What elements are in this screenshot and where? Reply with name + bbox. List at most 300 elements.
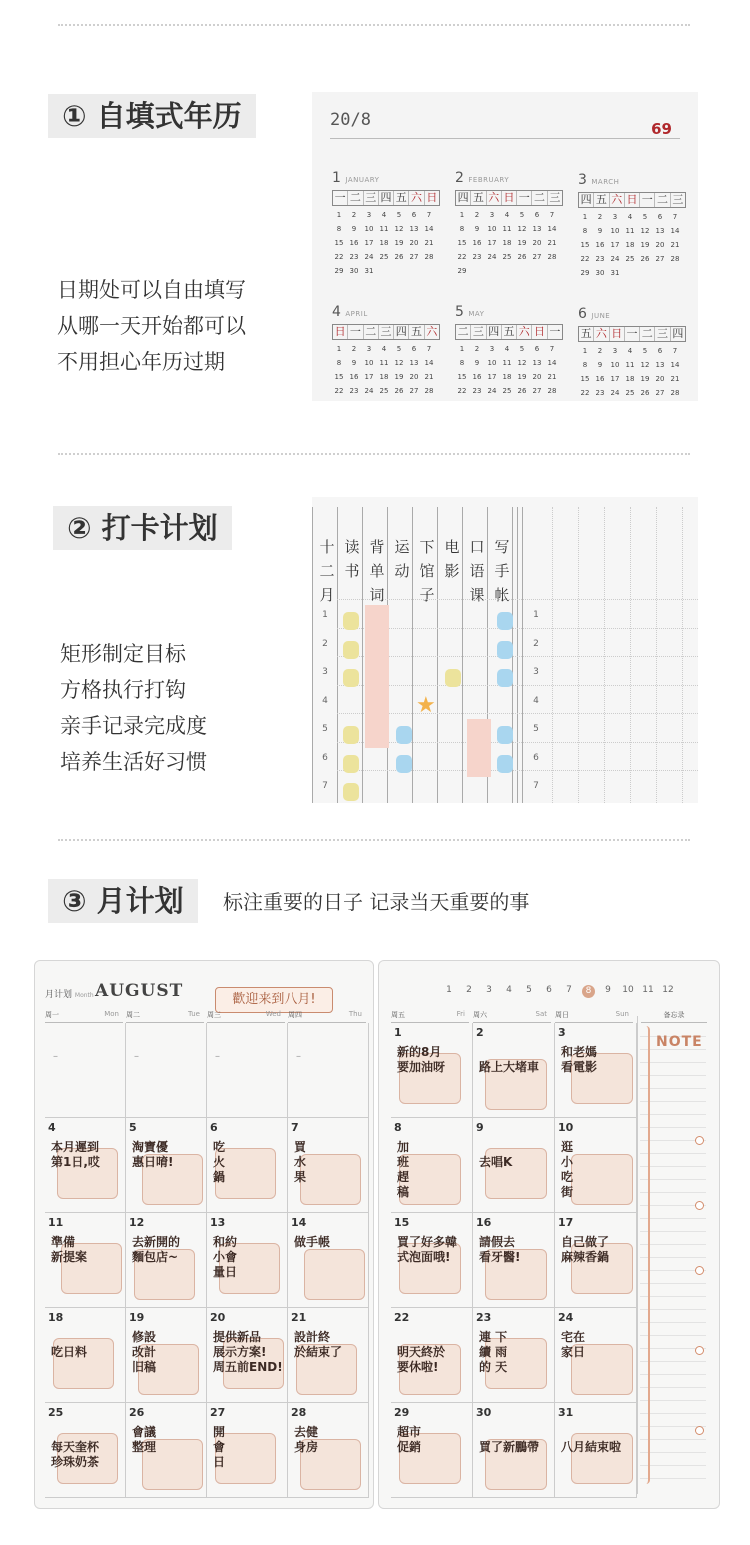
calendar-day: 1 [459, 211, 465, 219]
calendar-day: 18 [625, 241, 635, 249]
day-header [126, 1010, 204, 1023]
calendar-day: 12 [517, 359, 527, 367]
day-number: 7 [291, 1121, 299, 1134]
calendar-weekday: 四 [672, 327, 684, 340]
calendar-weekday: 一 [640, 193, 655, 207]
tracker-column-header [490, 535, 514, 607]
day-cell [126, 1308, 207, 1403]
day-cell [555, 1403, 637, 1498]
day-cell [45, 1403, 126, 1498]
calendar-day: 9 [351, 225, 357, 233]
calendar-weekday: 日 [532, 325, 547, 339]
day-number: 27 [210, 1406, 226, 1419]
check-dot [497, 641, 513, 659]
day-cell [555, 1023, 637, 1118]
calendar-day: 10 [610, 227, 620, 235]
calendar-day: 2 [474, 345, 480, 353]
day-cell [288, 1308, 369, 1403]
calendar-weekday: 二 [640, 327, 655, 341]
day-header-en: Wed [265, 1010, 281, 1018]
calendar-month-name: MAY [468, 310, 485, 318]
calendar-day: 26 [640, 389, 650, 397]
day-header-en: Mon [104, 1010, 119, 1018]
calendar-weekday: 五 [594, 193, 609, 207]
calendar-day: 21 [670, 375, 680, 383]
calendar-month-number: 1 [332, 170, 341, 186]
calendar-day: 12 [394, 225, 404, 233]
calendar-day: 4 [381, 211, 387, 219]
day-cell [207, 1118, 288, 1213]
day-cell [45, 1308, 126, 1403]
calendar-weekday-row [455, 324, 563, 340]
calendar-day: 22 [580, 255, 590, 263]
day-number: 20 [210, 1311, 226, 1324]
habit-tracker-photo [312, 497, 698, 803]
calendar-day: 20 [409, 239, 419, 247]
calendar-day: 21 [424, 239, 434, 247]
calendar-page-number: 69 [651, 120, 672, 138]
note-label: NOTE [656, 1034, 703, 1050]
day-note: 路上大堵車 [479, 1060, 540, 1074]
calendar-day: 23 [472, 253, 482, 261]
calendar-day: 24 [364, 387, 374, 395]
calendar-day: 30 [595, 269, 605, 277]
calendar-day: 11 [379, 225, 389, 233]
tracker-header-char: 月 [319, 586, 335, 604]
tracker-column-header [440, 535, 464, 583]
calendar-day: 26 [394, 387, 404, 395]
day-number: 17 [558, 1216, 574, 1229]
section1-desc-line: 从哪一天开始都可以 [57, 314, 246, 338]
calendar-weekday: 日 [333, 325, 348, 339]
calendar-weekday: 四 [379, 191, 394, 205]
day-note: 做手帳 [294, 1235, 331, 1249]
calendar-day: 2 [474, 211, 480, 219]
day-cell [126, 1023, 207, 1118]
calendar-day: 3 [366, 345, 372, 353]
calendar-day: 3 [366, 211, 372, 219]
empty-day-mark: – [53, 1051, 58, 1062]
calendar-day: 28 [547, 387, 557, 395]
calendar-weekday: 三 [379, 325, 394, 339]
day-number: 14 [291, 1216, 307, 1229]
day-number: 10 [558, 1121, 574, 1134]
calendar-weekday: 三 [672, 193, 684, 206]
day-note: 連 下 續 雨 的 天 [479, 1330, 508, 1374]
calendar-month-header [578, 306, 688, 322]
calendar-day: 17 [364, 373, 374, 381]
tracker-header-char: 语 [469, 562, 485, 580]
calendar-day: 19 [517, 373, 527, 381]
tracker-header-char: 手 [494, 562, 510, 580]
calendar-month [332, 304, 442, 397]
calendar-day: 28 [547, 253, 557, 261]
calendar-rule [330, 138, 680, 139]
tracker-header-char: 书 [344, 562, 360, 580]
check-dot [343, 783, 359, 801]
calendar-day: 4 [504, 211, 510, 219]
calendar-day: 5 [396, 345, 402, 353]
calendar-day: 16 [349, 373, 359, 381]
day-header-en: Sun [615, 1010, 629, 1018]
calendar-day: 11 [625, 361, 635, 369]
month-number: 3 [486, 985, 492, 995]
day-number: 23 [476, 1311, 492, 1324]
day-cell [207, 1403, 288, 1498]
tracker-row-number: 1 [322, 610, 328, 620]
check-dot [343, 641, 359, 659]
calendar-day: 13 [532, 225, 542, 233]
day-note: 八月結束啦 [561, 1440, 622, 1454]
calendar-day: 19 [394, 239, 404, 247]
calendar-day: 14 [547, 359, 557, 367]
calendar-day: 27 [655, 389, 665, 397]
calendar-day: 18 [625, 375, 635, 383]
calendar-weekday: 三 [471, 325, 486, 339]
tracker-header-char: 读 [344, 538, 360, 556]
calendar-month-number: 4 [332, 304, 341, 320]
day-note: 加 班 趕 稿 [397, 1140, 410, 1199]
tracker-header-char: 影 [444, 562, 460, 580]
calendar-weekday: 一 [333, 191, 348, 205]
calendar-day: 5 [642, 347, 648, 355]
calendar-month-number: 2 [455, 170, 464, 186]
calendar-day: 14 [670, 227, 680, 235]
day-cell [126, 1118, 207, 1213]
calendar-day: 5 [642, 213, 648, 221]
tracker-row-line [337, 742, 698, 743]
calendar-day: 26 [517, 387, 527, 395]
calendar-weekday-row [332, 190, 440, 206]
day-cell [288, 1213, 369, 1308]
month-number: 10 [622, 985, 634, 995]
month-number: 6 [546, 985, 552, 995]
section2-title: ② 打卡计划 [53, 506, 232, 550]
calendar-day: 23 [595, 255, 605, 263]
calendar-day: 15 [334, 373, 344, 381]
calendar-day: 9 [597, 227, 603, 235]
day-number: 11 [48, 1216, 64, 1229]
day-header-en: Sat [535, 1010, 547, 1018]
tracker-row-line [337, 770, 698, 771]
day-header [555, 1010, 633, 1023]
calendar-weekday: 二 [348, 191, 363, 205]
day-header-en: Fri [456, 1010, 465, 1018]
day-note: 請假去 看牙醫! [479, 1235, 521, 1264]
calendar-day: 25 [502, 387, 512, 395]
day-note: 買了好多韓 式泡面哦! [397, 1235, 458, 1264]
calendar-day: 11 [379, 359, 389, 367]
calendar-day: 22 [457, 387, 467, 395]
calendar-day: 24 [610, 255, 620, 263]
day-header-cn: 周四 [288, 1011, 302, 1019]
calendar-month-header [332, 170, 442, 186]
day-cell [126, 1403, 207, 1498]
day-cell [555, 1308, 637, 1403]
calendar-weekday: 四 [487, 325, 502, 339]
day-cell [391, 1403, 473, 1498]
calendar-day: 29 [457, 267, 467, 275]
calendar-day: 3 [489, 345, 495, 353]
calendar-weekday-row [578, 326, 686, 342]
calendar-day: 7 [672, 347, 678, 355]
calendar-day: 18 [502, 373, 512, 381]
calendar-day: 20 [532, 239, 542, 247]
calendar-day: 23 [349, 387, 359, 395]
tracker-grid-line [552, 507, 553, 803]
calendar-day: 1 [459, 345, 465, 353]
calendar-day: 21 [670, 241, 680, 249]
tracker-grid-line [578, 507, 579, 803]
calendar-day: 3 [612, 347, 618, 355]
calendar-year: 20/8 [330, 110, 371, 130]
calendar-day: 28 [424, 387, 434, 395]
day-number: 31 [558, 1406, 574, 1419]
day-cell [391, 1118, 473, 1213]
calendar-day: 25 [379, 253, 389, 261]
day-cell [288, 1403, 369, 1498]
day-number: 15 [394, 1216, 410, 1229]
calendar-day: 13 [409, 359, 419, 367]
day-cell [473, 1023, 555, 1118]
calendar-day: 22 [334, 387, 344, 395]
day-cell [45, 1023, 126, 1118]
calendar-weekday: 一 [517, 191, 532, 205]
calendar-day: 6 [534, 345, 540, 353]
tracker-header-char: 词 [369, 586, 385, 604]
day-number: 13 [210, 1216, 226, 1229]
calendar-day: 23 [349, 253, 359, 261]
day-note: 和老媽 看電影 [561, 1045, 598, 1074]
calendar-day: 11 [625, 227, 635, 235]
tracker-grid-line [630, 507, 631, 803]
calendar-day: 6 [534, 211, 540, 219]
day-number: 3 [558, 1026, 566, 1039]
calendar-day: 2 [351, 211, 357, 219]
tracker-header-char: 口 [469, 538, 485, 556]
calendar-day: 25 [625, 389, 635, 397]
calendar-day: 7 [549, 211, 555, 219]
day-header-en: Tue [188, 1010, 200, 1018]
calendar-day: 4 [627, 213, 633, 221]
calendar-month-name: JUNE [591, 312, 611, 320]
calendar-day: 18 [379, 239, 389, 247]
calendar-day: 28 [670, 255, 680, 263]
calendar-day: 8 [336, 225, 342, 233]
check-dot [445, 669, 461, 687]
day-header [207, 1010, 285, 1023]
day-number: 6 [210, 1121, 218, 1134]
check-dot [497, 726, 513, 744]
calendar-weekday-row [455, 190, 563, 206]
check-dot [343, 612, 359, 630]
section2-desc-line: 矩形制定目标 [60, 642, 186, 666]
tracker-row-number: 2 [533, 638, 539, 649]
day-cell [391, 1023, 473, 1118]
calendar-month-header [578, 172, 688, 188]
calendar-day: 14 [547, 225, 557, 233]
day-cell [391, 1308, 473, 1403]
day-note: 淘寶優 惠日唷! [132, 1140, 174, 1169]
calendar-day: 24 [487, 253, 497, 261]
calendar-weekday: 六 [610, 193, 625, 207]
month-number: 5 [526, 985, 532, 995]
day-header [288, 1010, 366, 1023]
day-cell [207, 1308, 288, 1403]
calendar-day: 25 [502, 253, 512, 261]
tracker-row-number: 3 [533, 667, 539, 677]
calendar-weekday: 一 [549, 325, 561, 338]
calendar-day: 29 [580, 269, 590, 277]
day-note: 吃日料 [51, 1345, 88, 1359]
month-number: 4 [506, 985, 512, 995]
tracker-row-number: 4 [322, 695, 328, 706]
calendar-month-number: 3 [578, 172, 587, 188]
tracker-row-number: 1 [533, 610, 539, 620]
section2-desc-line: 培养生活好习惯 [60, 750, 207, 774]
day-header-cn: 周三 [207, 1011, 221, 1019]
calendar-day: 15 [334, 239, 344, 247]
calendar-days [332, 210, 442, 277]
day-note: 提供新品 展示方案! 周五前END! [213, 1330, 283, 1374]
calendar-day: 15 [580, 375, 590, 383]
calendar-day: 2 [597, 213, 603, 221]
calendar-day: 17 [364, 239, 374, 247]
day-header-cn: 周二 [126, 1011, 140, 1019]
calendar-day: 4 [381, 345, 387, 353]
calendar-day: 8 [336, 359, 342, 367]
calendar-day: 5 [519, 211, 525, 219]
day-cell [288, 1023, 369, 1118]
calendar-weekday: 三 [364, 191, 379, 205]
calendar-weekday: 三 [549, 191, 561, 204]
calendar-day: 4 [627, 347, 633, 355]
ring-icon [695, 1346, 704, 1355]
goal-bar [467, 719, 491, 777]
calendar-day: 9 [351, 359, 357, 367]
tracker-grid-line [522, 507, 523, 803]
day-cell [473, 1118, 555, 1213]
calendar-day: 22 [457, 253, 467, 261]
month-number: 1 [446, 985, 452, 995]
calendar-month-header [455, 304, 565, 320]
day-note: 買了新鵬帶 [479, 1440, 540, 1454]
calendar-day: 10 [364, 359, 374, 367]
planner-month-label: 月计划 Month [45, 990, 94, 1000]
day-note: 明天終於 要休啦! [397, 1345, 446, 1374]
planner-month-title: AUGUST [95, 981, 184, 1001]
calendar-day: 2 [351, 345, 357, 353]
calendar-weekday: 五 [579, 327, 594, 341]
doodle-decoration [304, 1249, 365, 1300]
tracker-row-number: 6 [533, 752, 539, 763]
calendar-day: 6 [411, 345, 417, 353]
calendar-day: 17 [610, 241, 620, 249]
calendar-day: 10 [610, 361, 620, 369]
calendar-day: 15 [580, 241, 590, 249]
calendar-day: 7 [426, 211, 432, 219]
calendar-weekday: 四 [394, 325, 409, 339]
calendar-day: 24 [364, 253, 374, 261]
day-cell [473, 1213, 555, 1308]
calendar-day: 6 [657, 347, 663, 355]
section2-description [60, 636, 207, 780]
tracker-header-char: 下 [419, 538, 435, 556]
calendar-day: 12 [394, 359, 404, 367]
divider-top [58, 24, 690, 26]
day-note: 和約 小會 量日 [213, 1235, 238, 1279]
day-cell [126, 1213, 207, 1308]
ring-icon [695, 1201, 704, 1210]
calendar-day: 16 [472, 239, 482, 247]
calendar-weekday: 日 [426, 191, 438, 204]
calendar-weekday: 二 [456, 325, 471, 339]
calendar-day: 10 [364, 225, 374, 233]
day-note: 去健 身房 [294, 1425, 319, 1454]
calendar-day: 25 [379, 387, 389, 395]
calendar-day: 21 [424, 373, 434, 381]
month-number: 8 [582, 985, 595, 998]
calendar-day: 12 [640, 361, 650, 369]
calendar-day: 15 [457, 239, 467, 247]
calendar-day: 10 [487, 359, 497, 367]
calendar-day: 22 [580, 389, 590, 397]
tracker-row-line [337, 628, 698, 629]
day-note: 設計終 於結束了 [294, 1330, 343, 1359]
calendar-day: 28 [670, 389, 680, 397]
day-number: 21 [291, 1311, 307, 1324]
day-number: 28 [291, 1406, 307, 1419]
calendar-day: 27 [532, 253, 542, 261]
tracker-row-number: 7 [322, 781, 328, 791]
calendar-day: 18 [502, 239, 512, 247]
day-header-en: Thu [348, 1010, 362, 1018]
calendar-month-header [332, 304, 442, 320]
star-icon: ★ [416, 692, 436, 718]
tracker-row-line [337, 656, 698, 657]
calendar-day: 25 [625, 255, 635, 263]
calendar-day: 19 [394, 373, 404, 381]
day-note: 去唱K [479, 1155, 513, 1169]
day-note: 自己做了 麻辣香鍋 [561, 1235, 610, 1264]
day-note: 每天奎杯 珍珠奶茶 [51, 1440, 100, 1469]
calendar-month-number: 6 [578, 306, 587, 322]
calendar-day: 12 [517, 225, 527, 233]
tracker-grid-line [656, 507, 657, 803]
note-wave-decoration [642, 1026, 650, 1484]
check-dot [497, 755, 513, 773]
tracker-row-number: 4 [533, 695, 539, 706]
day-cell [555, 1118, 637, 1213]
day-note: 新的8月 要加油呀 [397, 1045, 446, 1074]
day-cell [473, 1403, 555, 1498]
calendar-day: 15 [457, 373, 467, 381]
calendar-day: 2 [597, 347, 603, 355]
tracker-column-header [340, 535, 364, 583]
calendar-day: 13 [655, 227, 665, 235]
calendar-day: 17 [487, 239, 497, 247]
day-number: 26 [129, 1406, 145, 1419]
calendar-day: 20 [655, 375, 665, 383]
calendar-day: 8 [459, 359, 465, 367]
day-note: 逛 小 吃 街 [561, 1140, 574, 1199]
calendar-day: 18 [379, 373, 389, 381]
calendar-day: 4 [504, 345, 510, 353]
calendar-day: 19 [640, 241, 650, 249]
calendar-days [455, 210, 565, 277]
day-number: 19 [129, 1311, 145, 1324]
calendar-day: 3 [612, 213, 618, 221]
